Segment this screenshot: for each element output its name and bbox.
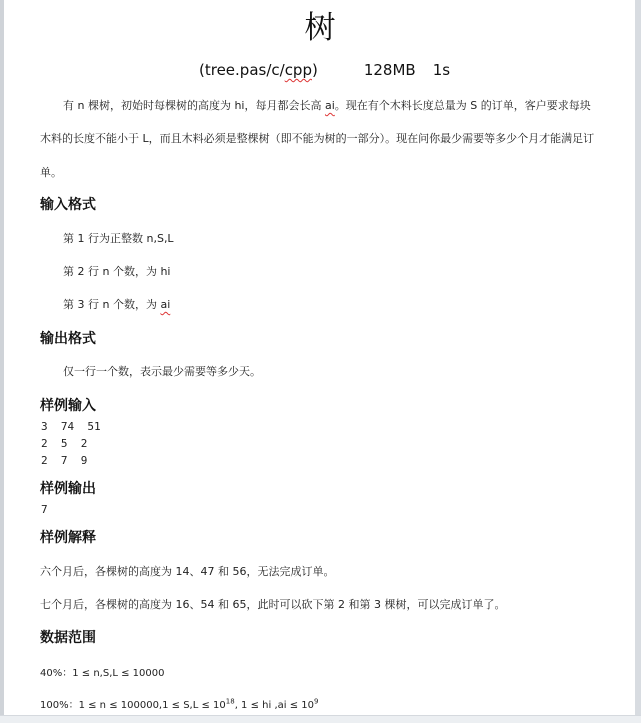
problem-subtitle: [199, 61, 450, 79]
sample-output-heading: 样例输出: [40, 481, 96, 497]
ai-term: ai: [160, 298, 171, 311]
sample-explanation-line-1: 六个月后，各棵树的高度为 14、47 和 56，无法完成订单。: [40, 565, 335, 578]
sample-input-line: 3 74 51: [41, 420, 101, 433]
page-title: 树: [304, 10, 337, 46]
data-range-heading: 数据范围: [40, 630, 96, 646]
description-line-2: 木料的长度不能小于 L，而且木料必须是整棵树（即不能为树的一部分）。现在问你最少需要等多少个月才能满足订: [40, 132, 595, 145]
status-bar: [0, 715, 641, 723]
ai-term: ai: [324, 99, 335, 112]
time-limit: 1s: [432, 61, 451, 79]
data-range-line-1: 40%：1 ≤ n,S,L ≤ 10000: [40, 668, 165, 679]
sample-explanation-heading: 样例解释: [40, 530, 96, 546]
input-format-heading: 输入格式: [40, 197, 96, 213]
input-format-line-2: 第 2 行 n 个数，为 hi: [63, 265, 171, 278]
sample-output-value: 7: [41, 503, 48, 516]
sample-input-line: 2 5 2: [41, 437, 88, 450]
input-format-line-3: 第 3 行 n 个数，为 ai: [63, 298, 171, 311]
output-format-heading: 输出格式: [40, 331, 96, 347]
sample-input-line: 2 7 9: [41, 454, 88, 467]
scrollbar-track[interactable]: [635, 0, 641, 723]
file-name: (tree.pas/c/: [199, 61, 285, 79]
sample-explanation-line-2: 七个月后，各棵树的高度为 16、54 和 65，此时可以砍下第 2 和第 3 棵树，可以完成订单了。: [40, 598, 506, 611]
data-range-line-2: 100%：$1 \le n \le 100000,1 \le S,L \le 10^{18}$, 1 ≤ hi $,ai \le 10^9$: [40, 697, 319, 711]
file-ext: cpp: [284, 61, 312, 79]
input-format-line-1: 第 1 行为正整数 n,S,L: [63, 232, 174, 245]
file-close: ): [311, 61, 318, 79]
sample-input-heading: 样例输入: [40, 398, 96, 414]
description-line-1: 有 n 棵树，初始时每棵树的高度为 hi，每月都会长高 ai。现在有个木料长度总量为 S 的订单，客户要求每块: [63, 99, 591, 112]
description-line-3: 单。: [40, 166, 62, 179]
memory-limit: 128MB: [363, 61, 416, 79]
output-format-line-1: 仅一行一个数，表示最少需要等多少天。: [63, 365, 261, 378]
